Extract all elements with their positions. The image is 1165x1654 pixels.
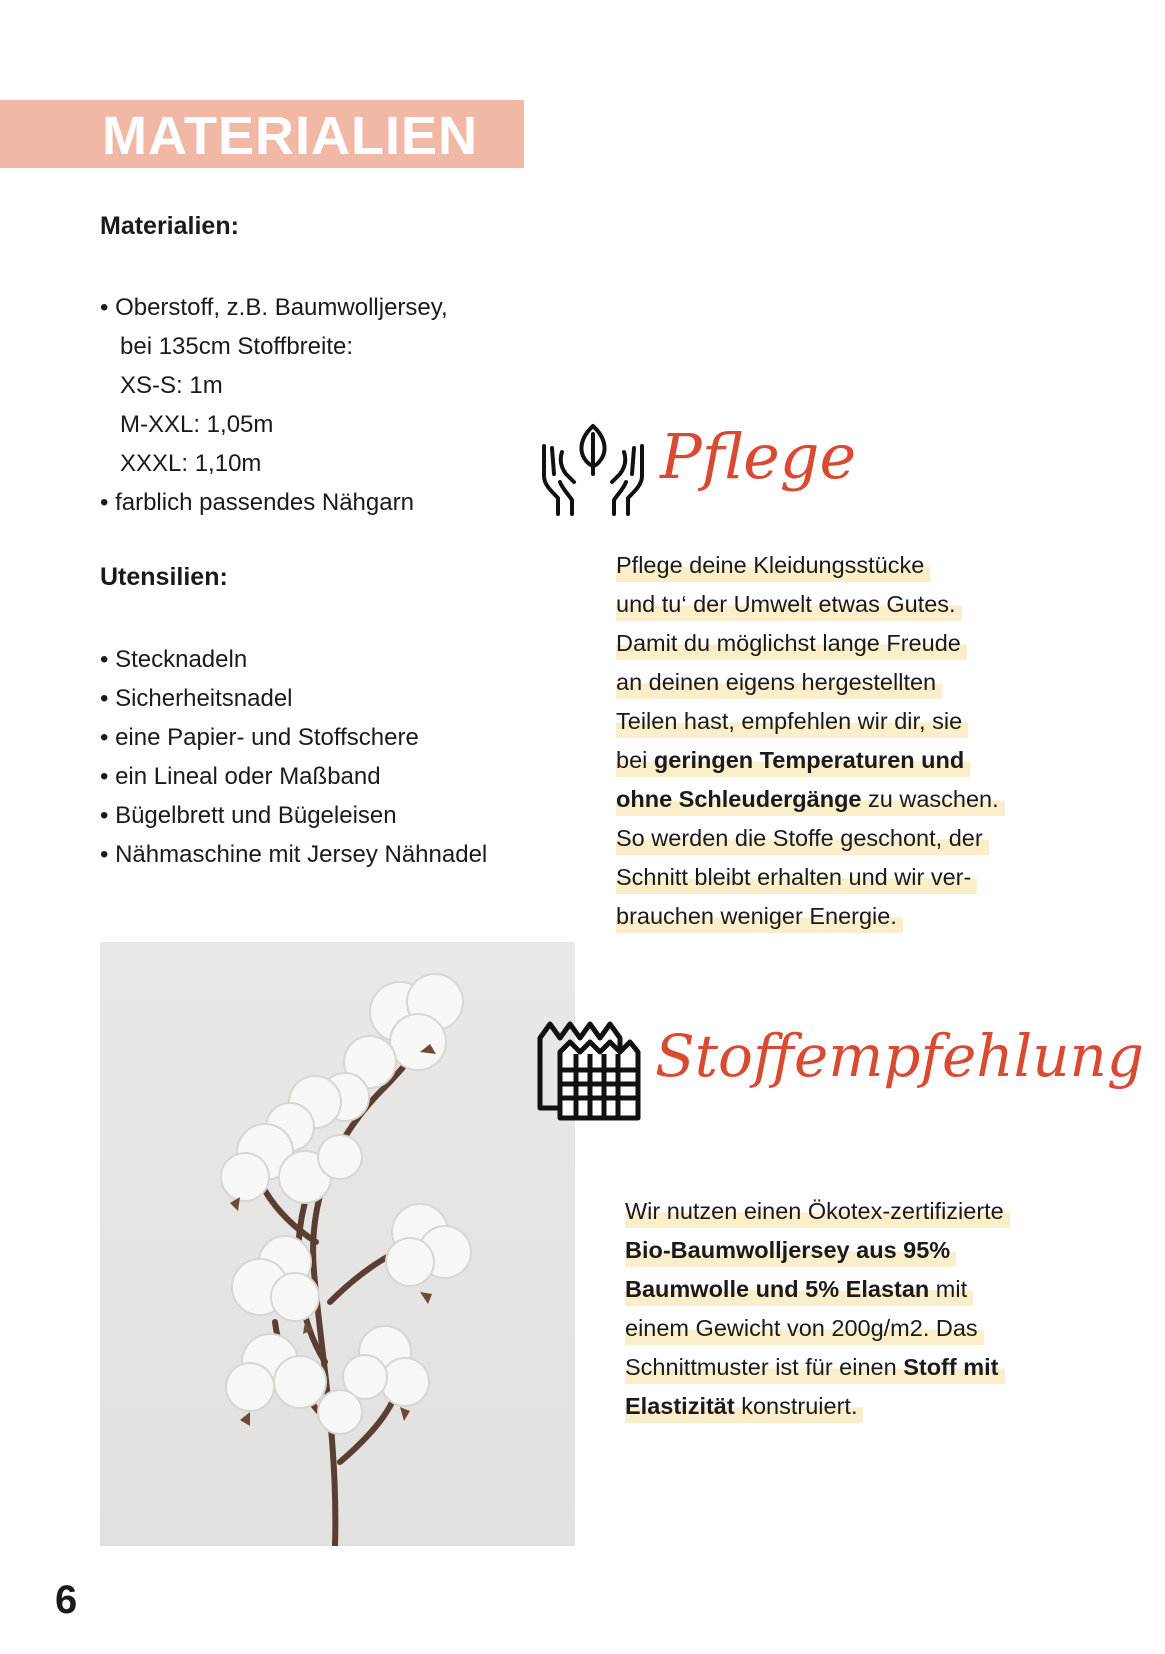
care-title: Pflege	[660, 420, 857, 493]
hands-leaf-icon	[540, 418, 646, 520]
text-line: ohne Schleudergänge zu waschen.	[616, 780, 1005, 819]
list-item: XXXL: 1,10m	[120, 450, 262, 477]
text-line: Schnitt bleibt erhalten und wir ver-	[616, 858, 977, 897]
care-paragraph	[616, 546, 1005, 936]
text-line: bei geringen Temperaturen und	[616, 741, 970, 780]
materials-list	[100, 288, 448, 522]
text-line: einem Gewicht von 200g/m2. Das	[625, 1309, 984, 1348]
list-item: • ein Lineal oder Maßband	[100, 763, 381, 790]
list-item: • Bügelbrett und Bügeleisen	[100, 802, 397, 829]
text-line: Baumwolle und 5% Elastan mit	[625, 1270, 973, 1309]
text-line: Schnittmuster ist für einen Stoff mit	[625, 1348, 1005, 1387]
text-line: und tu‘ der Umwelt etwas Gutes.	[616, 585, 962, 624]
list-item: • eine Papier- und Stoffschere	[100, 724, 419, 751]
text-line: Elastizität konstruiert.	[625, 1387, 863, 1426]
fabric-title: Stoffempfehlung	[655, 1022, 1145, 1090]
tools-list	[100, 640, 487, 874]
text-line: Bio-Baumwolljersey aus 95%	[625, 1231, 956, 1270]
list-item: bei 135cm Stoffbreite:	[120, 333, 354, 360]
tools-heading: Utensilien:	[100, 563, 228, 591]
list-item: • Nähmaschine mit Jersey Nähnadel	[100, 841, 488, 868]
fabric-mesh-icon	[534, 1018, 644, 1124]
list-item: M-XXL: 1,05m	[120, 411, 274, 438]
cotton-branch-illustration	[100, 942, 575, 1546]
text-line: So werden die Stoffe geschont, der	[616, 819, 989, 858]
text-line: brauchen weniger Energie.	[616, 897, 903, 936]
list-item: XS-S: 1m	[120, 372, 223, 399]
list-item: • Sicherheitsnadel	[100, 685, 293, 712]
page-number: 6	[55, 1578, 78, 1622]
list-item: • farblich passendes Nähgarn	[100, 489, 414, 516]
text-line: Damit du möglichst lange Freude	[616, 624, 967, 663]
list-item: • Stecknadeln	[100, 646, 248, 673]
cotton-branch-photo	[100, 942, 575, 1546]
list-item: • Oberstoff, z.B. Baumwolljersey,	[100, 294, 448, 321]
text-line: Pflege deine Kleidungsstücke	[616, 546, 930, 585]
fabric-paragraph	[625, 1192, 1010, 1426]
text-line: Wir nutzen einen Ökotex-zertifizierte	[625, 1192, 1010, 1231]
materials-heading: Materialien:	[100, 212, 239, 240]
text-line: Teilen hast, empfehlen wir dir, sie	[616, 702, 968, 741]
text-line: an deinen eigens hergestellten	[616, 663, 942, 702]
section-title: MATERIALIEN	[102, 106, 478, 166]
